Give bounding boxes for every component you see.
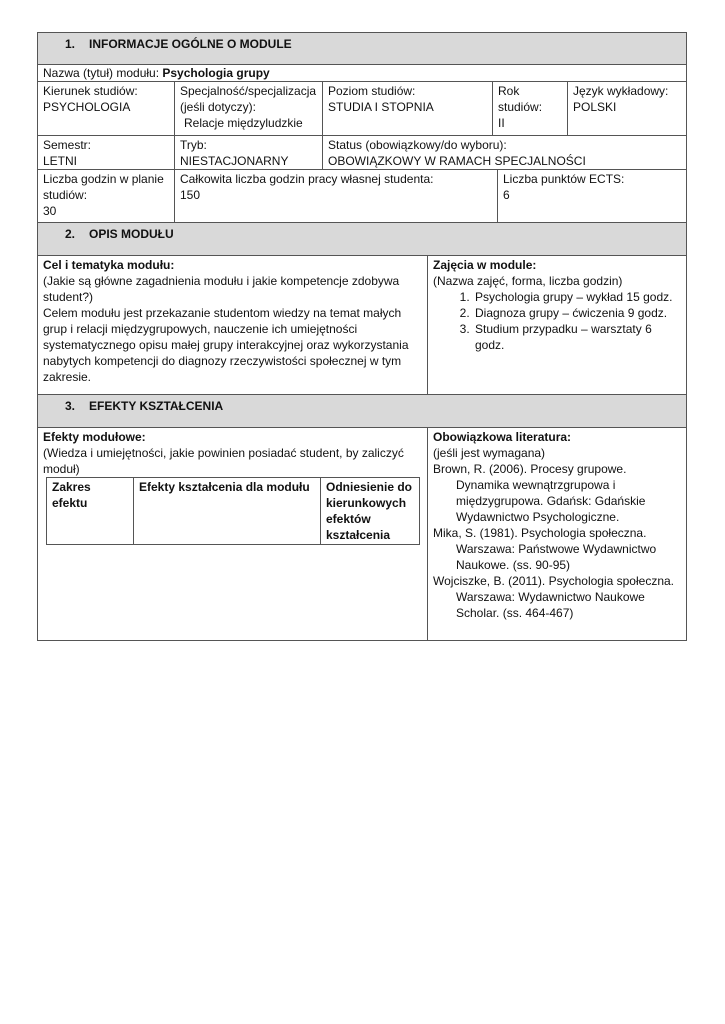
specjalnosc-value: Relacje międzyludzkie: [184, 116, 303, 130]
specjalnosc-label-1: Specjalność/specjalizacja: [180, 84, 317, 98]
rok-cell: [493, 82, 568, 135]
efekty-heading: Efekty modułowe:: [43, 430, 146, 444]
kierunek-label: Kierunek studiów:: [43, 84, 138, 98]
module-card: [37, 32, 687, 641]
cel-line: student?): [43, 290, 94, 304]
poziom-cell: [323, 82, 493, 135]
godziny-plan-label-2: studiów:: [43, 188, 88, 202]
cel-cell: [38, 256, 428, 394]
zajecia-subheading: (Nazwa zajęć, forma, liczba godzin): [433, 274, 623, 288]
efekty-line: (Wiedza i umiejętności, jakie powinien posiadać student, by zaliczyć: [43, 446, 404, 460]
literature-item: Mika, S. (1981). Psychologia społeczna. Warszawa: Państwowe Wydawnictwo Naukowe. (ss. 90-95): [433, 526, 657, 572]
literatura-cell: [428, 428, 686, 640]
specjalnosc-cell: [175, 82, 323, 135]
semestr-cell: [38, 136, 175, 169]
godziny-praca-cell: [175, 170, 498, 222]
zajecia-heading: Zajęcia w module:: [433, 258, 537, 272]
poziom-label: Poziom studiów:: [328, 84, 416, 98]
godziny-plan-value: 30: [43, 204, 57, 218]
rok-value: II: [498, 116, 505, 130]
ects-label: Liczba punktów ECTS:: [503, 172, 625, 186]
table-header-efekty: Efekty kształcenia dla modułu: [134, 478, 321, 545]
section1-title: INFORMACJE OGÓLNE O MODULE: [89, 37, 292, 51]
zajecia-list: [433, 289, 681, 353]
rok-label-2: studiów:: [498, 100, 543, 114]
cel-line: Celem modułu jest przekazanie studentom wiedzy na temat małych: [43, 306, 402, 320]
status-label: Status (obowiązkowy/do wyboru):: [328, 138, 507, 152]
ects-value: 6: [503, 188, 510, 202]
table-header-row: [47, 478, 420, 545]
cel-line: zakresie.: [43, 370, 92, 384]
module-name-label: Nazwa (tytuł) modułu:: [43, 66, 163, 80]
section2-header: [37, 223, 687, 256]
section3-number: 3.: [65, 399, 76, 413]
list-item: 1. Psychologia grupy – wykład 15 godz.: [473, 289, 681, 305]
cel-line: nabytych kompetencji do diagnozy rzeczywistości społecznej w tym: [43, 354, 402, 368]
tryb-label: Tryb:: [180, 138, 207, 152]
godziny-plan-label-1: Liczba godzin w planie: [43, 172, 164, 186]
study-info-row: [37, 82, 687, 136]
section3-header: [37, 395, 687, 428]
jezyk-cell: [568, 82, 686, 135]
tryb-value: NIESTACJONARNY: [180, 154, 289, 168]
cel-line: grup i relacji międzygrupowych, nauczenie ich umiejętności: [43, 322, 358, 336]
jezyk-value: POLSKI: [573, 100, 617, 114]
section2-title: OPIS MODUŁU: [89, 227, 174, 241]
table-header-odniesienie: Odniesienie do kierunkowych efektów kształcenia: [321, 478, 420, 545]
poziom-value: STUDIA I STOPNIA: [328, 100, 434, 114]
ects-cell: [498, 170, 686, 222]
status-cell: [323, 136, 686, 169]
godziny-praca-value: 150: [180, 188, 201, 202]
list-item: 2. Diagnoza grupy – ćwiczenia 9 godz.: [473, 305, 681, 321]
status-value: OBOWIĄZKOWY W RAMACH SPECJALNOŚCI: [328, 154, 586, 168]
outcomes-table: [46, 477, 420, 545]
godziny-praca-label: Całkowita liczba godzin pracy własnej studenta:: [180, 172, 434, 186]
section3-title: EFEKTY KSZTAŁCENIA: [89, 399, 224, 413]
jezyk-label: Język wykładowy:: [573, 84, 669, 98]
efekty-cell: [38, 428, 428, 640]
module-name-row: [37, 65, 687, 82]
outcomes-row: [37, 428, 687, 641]
section2-number: 2.: [65, 227, 76, 241]
cel-heading: Cel i tematyka modułu:: [43, 258, 175, 272]
section1-header: [37, 32, 687, 65]
table-header-zakres: Zakres efektu: [47, 478, 134, 545]
rok-label-1: Rok: [498, 84, 520, 98]
section1-number: 1.: [65, 37, 76, 51]
tryb-cell: [175, 136, 323, 169]
semester-row: [37, 136, 687, 170]
efekty-line: moduł): [43, 462, 80, 476]
godziny-plan-cell: [38, 170, 175, 222]
semestr-label: Semestr:: [43, 138, 92, 152]
list-item: 3. Studium przypadku – warsztaty 6 godz.: [473, 321, 681, 353]
hours-row: [37, 170, 687, 223]
description-row: [37, 256, 687, 395]
cel-line: (Jakie są główne zagadnienia modułu i jakie kompetencje zdobywa: [43, 274, 400, 288]
literature-item: Wojciszke, B. (2011). Psychologia społeczna. Warszawa: Wydawnictwo Naukowe Scholar. (ss. 464-467): [433, 574, 675, 620]
literatura-heading: Obowiązkowa literatura:: [433, 430, 572, 444]
semestr-value: LETNI: [43, 154, 78, 168]
kierunek-value: PSYCHOLOGIA: [43, 100, 131, 114]
cel-line: systematycznego opisu małej grupy interakcyjnej oraz wykorzystania: [43, 338, 409, 352]
kierunek-cell: [38, 82, 175, 135]
specjalnosc-label-2: (jeśli dotyczy):: [180, 100, 257, 114]
module-name-value: Psychologia grupy: [162, 66, 270, 80]
zajecia-cell: [428, 256, 686, 394]
literature-item: Brown, R. (2006). Procesy grupowe. Dynamika wewnątrzgrupowa i międzygrupowa. Gdańsk: Gdańskie Wydawnictwo Psychologiczne.: [433, 462, 646, 524]
literatura-subheading: (jeśli jest wymagana): [433, 446, 546, 460]
